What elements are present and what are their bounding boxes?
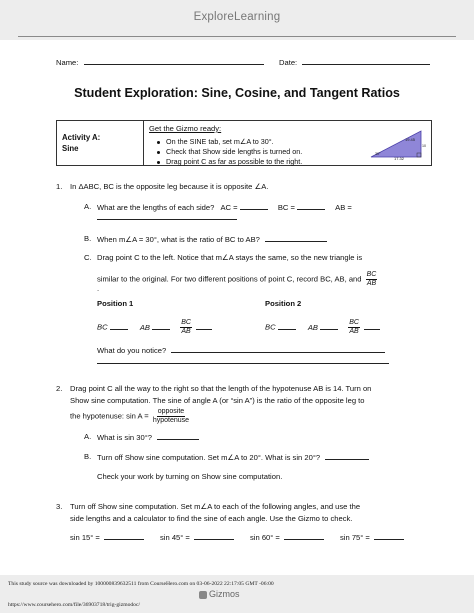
q1a-ac-label: AC = [220,203,238,212]
pos1-ab-blank[interactable] [152,322,170,330]
q1c-frac-den: AB [366,280,377,287]
source-url-link[interactable]: https://www.coursehero.com/file/36903718/trig-gizmodoc/ [8,602,140,608]
q1c-text1: Drag point C to the left. Notice that m∠A stays the same, so the new triangle is [97,253,363,262]
setup-step-2-text: Check that Show side lengths is turned on. [166,147,303,156]
setup-step-3-text: Drag point C as far as possible to the right. [166,157,303,166]
activity-label-line1: Activity A: [62,133,101,142]
q2b-check: Check your work by turning on Show sine computation. [97,472,283,481]
q2a-blank[interactable] [157,432,199,440]
setup-step-1-text: On the SINE tab, set m∠A to 30°. [166,137,274,146]
setup-step-3 [157,157,302,166]
pos2-frac-num: BC [349,319,359,326]
q1a-ab-blank[interactable] [97,212,237,220]
gizmos-logo-icon [199,591,207,599]
page-title: Student Exploration: Sine, Cosine, and Tangent Ratios [74,86,400,100]
q2b-letter: B. [84,452,92,461]
header-divider [18,36,456,37]
q3-answer-sin45 [160,532,234,542]
position-2-row [265,319,380,336]
q1a-ab-blank-wrap[interactable] [97,212,237,222]
q3-sin60-label: sin 60° = [250,533,280,542]
q1b-text: When m∠A = 30°, what is the ratio of BC to AB? [97,235,260,244]
bullet-icon [157,151,160,154]
date-blank[interactable] [302,57,430,65]
q3-sin15-blank[interactable] [104,532,144,540]
activity-label-line2: Sine [62,144,79,153]
q1a-ab-label: AB = [335,203,352,212]
thumb-hyp-label: 19.45 [405,137,416,142]
bullet-icon [157,161,160,164]
q1a-text: What are the lengths of each side? [97,203,215,212]
thumb-angle-label: 30° [375,152,381,156]
q2b-text: Turn off Show sine computation. Set m∠A to 20°. What is sin 20°? [97,453,321,462]
q3-sin15-label: sin 15° = [70,533,100,542]
q2a-row [97,432,199,442]
q3-sin75-blank[interactable] [374,532,404,540]
gizmos-logo-text: Gizmos [209,589,240,599]
name-field[interactable] [56,57,264,67]
gizmos-logo [199,589,240,599]
position-1-row [97,319,212,336]
date-label: Date: [279,58,298,67]
notice-blank-1[interactable] [171,345,385,353]
q3-sin75-label: sin 75° = [340,533,370,542]
q2b-row [97,452,369,462]
q3-sin45-blank[interactable] [194,532,234,540]
pos1-ratio-blank[interactable] [196,322,212,330]
q3-answer-sin75 [340,532,404,542]
setup-step-1 [157,137,274,146]
activity-box [56,120,432,166]
q1c-fraction [366,271,378,288]
q2b-blank[interactable] [325,452,369,460]
q1b-blank[interactable] [265,234,327,242]
brand-logo: ExploreLearning [193,11,281,23]
q2a-text: What is sin 30°? [97,433,152,442]
pos2-fraction [348,319,360,336]
q1c-text2: similar to the original. For two different positions of point C, record BC, AB, and [97,274,362,284]
q1a-letter: A. [84,202,92,211]
pos1-ab-label: AB [139,322,150,332]
q1c-frac-num: BC [366,271,377,278]
q3-sin60-blank[interactable] [284,532,324,540]
name-label: Name: [56,58,79,67]
q2-fraction [153,408,189,425]
q3-text2: side lengths and a calculator to find the sine of each angle. Use the Gizmo to check. [70,514,353,523]
pos2-bc-label: BC [265,322,276,332]
q1c-text2-row [97,271,379,288]
notice-row [97,345,385,355]
q1a-ac-blank[interactable] [240,202,268,210]
setup-step-2 [157,147,302,156]
q2-text1: Drag point C all the way to the right so that the length of the hypotenuse AB is 14. Turn on [70,384,372,393]
q2-frac-num: opposite [157,408,185,415]
pos2-frac-den: AB [349,328,359,335]
triangle-thumbnail-icon [367,127,425,161]
notice-blank-2[interactable] [97,356,389,364]
q1-stem: In ΔABC, BC is the opposite leg because it is opposite ∠A. [70,182,269,191]
position-2-heading: Position 2 [265,299,302,308]
q2a-letter: A. [84,432,92,441]
pos1-bc-blank[interactable] [110,322,128,330]
q1a-row [97,202,352,212]
pos2-ratio-blank[interactable] [364,322,380,330]
position-1-heading: Position 1 [97,299,134,308]
q3-answer-sin60 [250,532,324,542]
gizmo-heading: Get the Gizmo ready: [149,124,222,133]
q3-answer-sin15 [70,532,144,542]
pos2-ab-blank[interactable] [320,322,338,330]
notice-label: What do you notice? [97,346,167,355]
q2-text2: Show sine computation. The sine of angle A (or “sin A”) is the ratio of the opposite leg to [70,396,365,405]
q2-text3: the hypotenuse: sin A = [70,411,149,421]
name-blank[interactable] [84,57,264,65]
pos1-frac-den: AB [181,328,191,335]
pos2-ab-label: AB [307,322,318,332]
q1c-letter: C. [84,253,92,262]
pos1-frac-num: BC [181,319,191,326]
q1a-bc-blank[interactable] [297,202,325,210]
pos1-fraction [180,319,192,336]
q3-sin45-label: sin 45° = [160,533,190,542]
q1a-bc-label: BC = [277,203,295,212]
notice-row-2[interactable] [97,356,389,366]
activity-label [62,132,100,154]
q2-text3-row [70,408,191,425]
q2-number: 2. [56,384,63,393]
date-field[interactable] [279,57,430,67]
q1c-period: . [97,284,100,293]
q1b-letter: B. [84,234,92,243]
q2-frac-den: hypotenuse [152,417,190,424]
activity-divider [143,121,144,165]
q1-number: 1. [56,182,63,191]
download-notice: This study source was downloaded by 100000839632511 from CourseHero.com on 03-06-2022 22:17:05 GMT -06:00 [8,581,274,587]
q3-number: 3. [56,502,63,511]
thumb-adj-label: 17.32 [394,156,405,161]
pos1-bc-label: BC [97,322,108,332]
bullet-icon [157,141,160,144]
q1b-row [97,234,327,244]
thumb-opp-label: 10 [422,144,426,148]
q3-text1: Turn off Show sine computation. Set m∠A to each of the following angles, and use the [70,502,361,511]
pos2-bc-blank[interactable] [278,322,296,330]
